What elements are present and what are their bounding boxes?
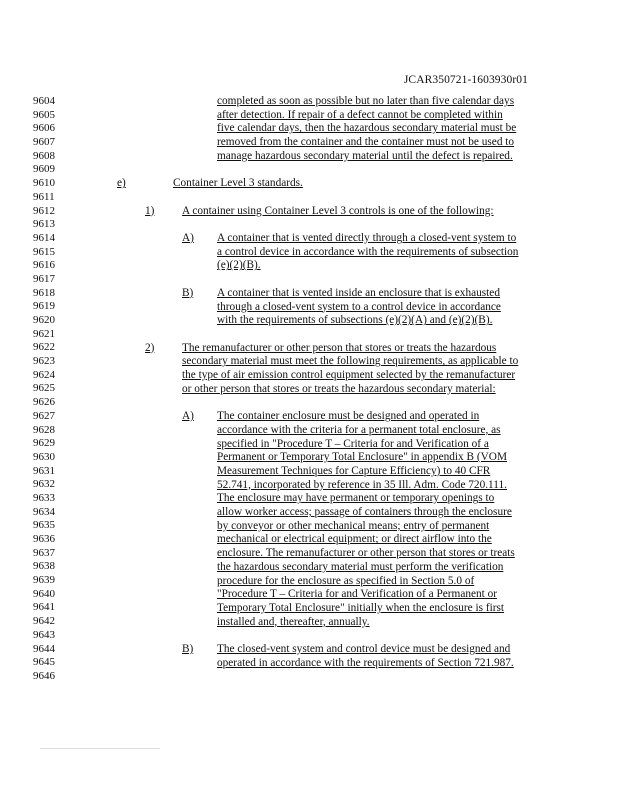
line-number: 9631 — [33, 464, 55, 477]
line-number: 9633 — [33, 491, 55, 504]
body-line: a control device in accordance with the requirements of subsection — [217, 245, 519, 258]
body-line: The enclosure may have permanent or temporary openings to — [217, 492, 495, 505]
body-line: A container that is vented directly through a closed-vent system to — [217, 232, 517, 244]
line-number: 9610 — [33, 177, 55, 190]
line-number: 9644 — [33, 642, 55, 655]
body-line: A container that is vented inside an enclosure that is exhausted — [217, 286, 500, 299]
body-line: procedure for the enclosure as specified in Section 5.0 of — [217, 574, 475, 587]
line-number: 9643 — [33, 628, 55, 641]
line-number: 9620 — [33, 314, 55, 326]
body-line: The closed-vent system and control device must be designed and — [217, 643, 511, 655]
body-line: the type of air emission control equipment selected by the remanufacturer — [182, 369, 516, 381]
line-number: 9604 — [33, 95, 55, 107]
line-number: 9632 — [33, 478, 55, 491]
body-line: five calendar days, then the hazardous secondary material must be — [217, 122, 517, 135]
body-line: operated in accordance with the requirements of Section 721.987. — [217, 656, 514, 669]
body-line: accordance with the criteria for a permanent total enclosure, as — [217, 423, 501, 436]
document-id: JCAR350721-1603930r01 — [403, 74, 528, 86]
body-line: installed and, thereafter, annually. — [217, 615, 370, 628]
subitem-marker: B) — [182, 286, 194, 299]
body-line: specified in "Procedure T – Criteria for and Verification of a — [217, 437, 489, 450]
body-line: secondary material must meet the following requirements, as applicable to — [182, 355, 519, 368]
item-marker: 2) — [145, 341, 155, 354]
body-line: "Procedure T – Criteria for and Verification of a Permanent or — [217, 588, 498, 601]
line-number: 9636 — [33, 533, 55, 545]
line-number: 9640 — [33, 587, 55, 600]
line-number: 9607 — [33, 136, 55, 149]
line-number: 9642 — [33, 615, 55, 628]
line-number: 9630 — [33, 450, 55, 463]
line-numbers — [33, 95, 73, 684]
subitem-marker: A) — [182, 410, 194, 423]
body-line: allow worker access; passage of containers through the enclosure — [217, 506, 512, 518]
body-line: Measurement Techniques for Capture Efficiency) to 40 CFR — [217, 464, 491, 477]
line-number: 9646 — [33, 669, 55, 682]
line-number: 9622 — [33, 341, 55, 354]
line-number: 9623 — [33, 355, 55, 368]
footer-rule — [40, 748, 160, 749]
line-number: 9641 — [33, 601, 55, 614]
body-line: A container using Container Level 3 controls is one of the following: — [182, 204, 494, 217]
line-number: 9645 — [33, 656, 55, 669]
subitem-marker: B) — [182, 643, 194, 655]
line-number: 9609 — [33, 163, 55, 176]
line-number: 9616 — [33, 259, 55, 272]
line-number: 9629 — [33, 437, 55, 450]
body-line: The container enclosure must be designed and operated in — [217, 410, 480, 423]
body-line: with the requirements of subsections (e)(2)(A) and (e)(2)(B). — [217, 314, 493, 327]
line-number: 9634 — [33, 505, 55, 518]
body-line: The remanufacturer or other person that stores or treats the hazardous — [182, 341, 497, 354]
line-number: 9605 — [33, 108, 55, 121]
line-number: 9624 — [33, 368, 55, 381]
body-line: removed from the container and the container must not be used to — [217, 136, 515, 149]
section-marker: e) — [117, 177, 126, 190]
subitem-marker: A) — [182, 232, 194, 244]
body-line: or other person that stores or treats the hazardous secondary material: — [182, 382, 496, 395]
body-line: after detection. If repair of a defect cannot be completed within — [217, 108, 503, 121]
line-number: 9608 — [33, 149, 55, 162]
item-marker: 1) — [145, 204, 155, 217]
line-number: 9639 — [33, 574, 55, 587]
line-number: 9637 — [33, 546, 55, 559]
line-number: 9612 — [33, 204, 55, 217]
body-line: (e)(2)(B). — [217, 259, 261, 272]
line-number: 9627 — [33, 409, 55, 422]
line-number: 9606 — [33, 122, 55, 135]
body-line: manage hazardous secondary material until the defect is repaired. — [217, 149, 513, 162]
line-number: 9621 — [33, 327, 55, 340]
body-line: Permanent or Temporary Total Enclosure" in appendix B (VOM — [217, 451, 507, 464]
body-line: by conveyor or other mechanical means; entry of permanent — [217, 519, 490, 532]
line-number: 9613 — [33, 218, 55, 231]
line-number: 9618 — [33, 286, 55, 299]
line-number: 9619 — [33, 300, 55, 313]
line-number: 9628 — [33, 423, 55, 436]
section-title: Container Level 3 standards. — [173, 177, 303, 190]
line-number: 9635 — [33, 519, 55, 532]
line-number: 9625 — [33, 382, 55, 395]
line-number: 9611 — [33, 190, 55, 203]
body-line: through a closed-vent system to a control device in accordance — [217, 300, 501, 313]
line-number: 9615 — [33, 245, 55, 258]
body-line: completed as soon as possible but no later than five calendar days — [217, 95, 515, 107]
body-line: the hazardous secondary material must perform the verification — [217, 560, 504, 573]
body-line: mechanical or electrical equipment; or direct airflow into the — [217, 533, 492, 546]
line-number: 9638 — [33, 560, 55, 573]
line-number: 9626 — [33, 396, 55, 409]
body-line: enclosure. The remanufacturer or other person that stores or treats — [217, 547, 515, 560]
line-number: 9614 — [33, 231, 55, 244]
body-line: Temporary Total Enclosure" initially when the enclosure is first — [217, 601, 505, 614]
line-number: 9617 — [33, 272, 55, 285]
body-line: 52.741, incorporated by reference in 35 Ill. Adm. Code 720.111. — [217, 478, 507, 491]
